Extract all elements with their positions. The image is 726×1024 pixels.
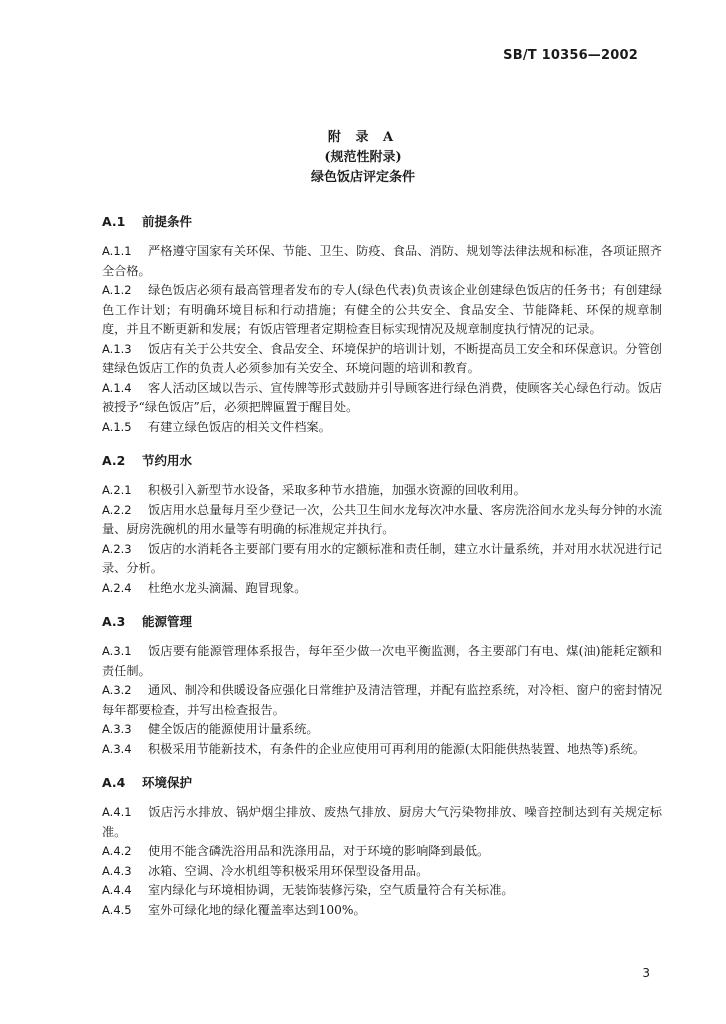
clause-text: 室外可绿化地的绿化覆盖率达到100%。 (148, 902, 366, 917)
clause (102, 881, 662, 901)
clause-number: A.3.1 (102, 644, 132, 658)
clause-text: 室内绿化与环境相协调，无装饰装修污染，空气质量符合有关标准。 (148, 883, 514, 897)
clause-text: 使用不能含磷洗浴用品和洗涤用品，对于环境的影响降到最低。 (148, 844, 490, 858)
clause-text: 绿色饭店必须有最高管理者发布的专人(绿色代表)负责该企业创建绿色饭店的任务书；有创建绿色工作计划；有明确环境目标和行动措施；有健全的公共安全、食品安全、节能降耗、环保的规章制度，并且不断更新和发展；有饭店管理者定期检查目标实现情况及规章制度执行情况的记录。 (102, 283, 662, 336)
clause (102, 340, 662, 379)
clause-text: 通风、制冷和供暖设备应强化日常维护及清洁管理，并配有监控系统，对冷柜、窗户的密封情况每年都要检查，并写出检查报告。 (102, 683, 662, 717)
annex-type: (规范性附录) (324, 150, 402, 165)
clause (102, 379, 662, 418)
clause-text: 饭店用水总量每月至少登记一次，公共卫生间水龙每次冲水量、客房洗浴间水龙头每分钟的水流量、厨房洗碗机的用水量等有明确的标准规定并执行。 (102, 502, 662, 536)
standard-number: SB/T 10356—2002 (503, 48, 638, 63)
clause (102, 418, 662, 438)
clause-number: A.1.5 (102, 419, 132, 434)
page-number: 3 (642, 966, 650, 980)
clause-text: 饭店的水消耗各主要部门要有用水的定额标准和责任制，建立水计量系统，并对用水状况进行记录、分析。 (102, 541, 662, 575)
clause-number: A.3.3 (102, 722, 132, 736)
clause-number: A.3.2 (102, 683, 132, 697)
annex-body (102, 212, 662, 920)
clause-number: A.3.4 (102, 741, 132, 756)
clause-number: A.4.1 (102, 805, 132, 819)
annex-title: 附 录 A (327, 130, 399, 145)
clause-number: A.2.4 (102, 580, 132, 595)
clause-text: 积极引入新型节水设备，采取多种节水措施，加强水资源的回收利用。 (148, 483, 526, 497)
clause-text: 饭店有关于公共安全、食品安全、环境保护的培训计划，不断提高员工安全和环保意识。分管创建绿色饭店工作的负责人必须参加有关安全、环境问题的培训和教育。 (102, 341, 662, 375)
section-number: A.1 (102, 214, 126, 229)
section-title: 能源管理 (142, 614, 193, 629)
clause-number: A.2.2 (102, 502, 132, 517)
section-number: A.4 (102, 775, 126, 790)
clause-text: 冰箱、空调、冷水机组等积极采用环保型设备用品。 (148, 863, 429, 878)
clause (102, 803, 662, 842)
clause-text: 杜绝水龙头滴漏、跑冒现象。 (148, 580, 307, 595)
clause-text: 严格遵守国家有关环保、节能、卫生、防疫、食品、消防、规划等法律法规和标准，各项证照齐全合格。 (102, 244, 662, 278)
clause (102, 501, 662, 540)
section-number: A.2 (102, 453, 126, 468)
clause-number: A.1.3 (102, 341, 132, 356)
clause-number: A.2.3 (102, 541, 132, 556)
clause (102, 862, 662, 882)
section-a4 (102, 773, 662, 920)
clause (102, 901, 662, 921)
clause-text: 饭店污水排放、锅炉烟尘排放、废热气排放、厨房大气污染物排放、噪音控制达到有关规定标准。 (102, 805, 662, 839)
section-a3 (102, 612, 662, 759)
clause-number: A.4.5 (102, 902, 132, 917)
clause (102, 642, 662, 681)
section-heading (102, 773, 662, 793)
clause-number: A.1.1 (102, 244, 132, 258)
clause-number: A.4.2 (102, 844, 132, 858)
annex-heading (0, 128, 726, 188)
clause (102, 242, 662, 281)
section-number: A.3 (102, 614, 126, 629)
clause-number: A.2.1 (102, 483, 132, 497)
clause (102, 281, 662, 340)
clause-number: A.1.4 (102, 380, 132, 395)
clause-number: A.4.4 (102, 883, 132, 897)
clause (102, 481, 662, 501)
section-title: 前提条件 (142, 214, 193, 229)
annex-subject: 绿色饭店评定条件 (310, 170, 415, 185)
section-heading (102, 451, 662, 471)
clause (102, 540, 662, 579)
clause-number: A.1.2 (102, 283, 132, 297)
section-heading (102, 212, 662, 232)
section-a2 (102, 451, 662, 598)
clause-text: 有建立绿色饭店的相关文件档案。 (148, 419, 331, 434)
clause (102, 681, 662, 720)
section-title: 节约用水 (142, 453, 193, 468)
clause-number: A.4.3 (102, 863, 132, 878)
section-heading (102, 612, 662, 632)
clause-text: 积极采用节能新技术，有条件的企业应使用可再利用的能源(太阳能供热装置、地热等)系统。 (148, 741, 646, 756)
clause (102, 740, 662, 760)
clause (102, 842, 662, 862)
clause-text: 饭店要有能源管理体系报告，每年至少做一次电平衡监测，各主要部门有电、煤(油)能耗定额和责任制。 (102, 644, 662, 678)
clause (102, 579, 662, 599)
clause-text: 健全饭店的能源使用计量系统。 (148, 722, 319, 736)
clause (102, 720, 662, 740)
clause-text: 客人活动区域以告示、宣传牌等形式鼓励并引导顾客进行绿色消费，使顾客关心绿色行动。饭店被授予“绿色饭店”后，必须把牌匾置于醒目处。 (102, 380, 662, 414)
section-title: 环境保护 (142, 775, 193, 790)
section-a1 (102, 212, 662, 437)
